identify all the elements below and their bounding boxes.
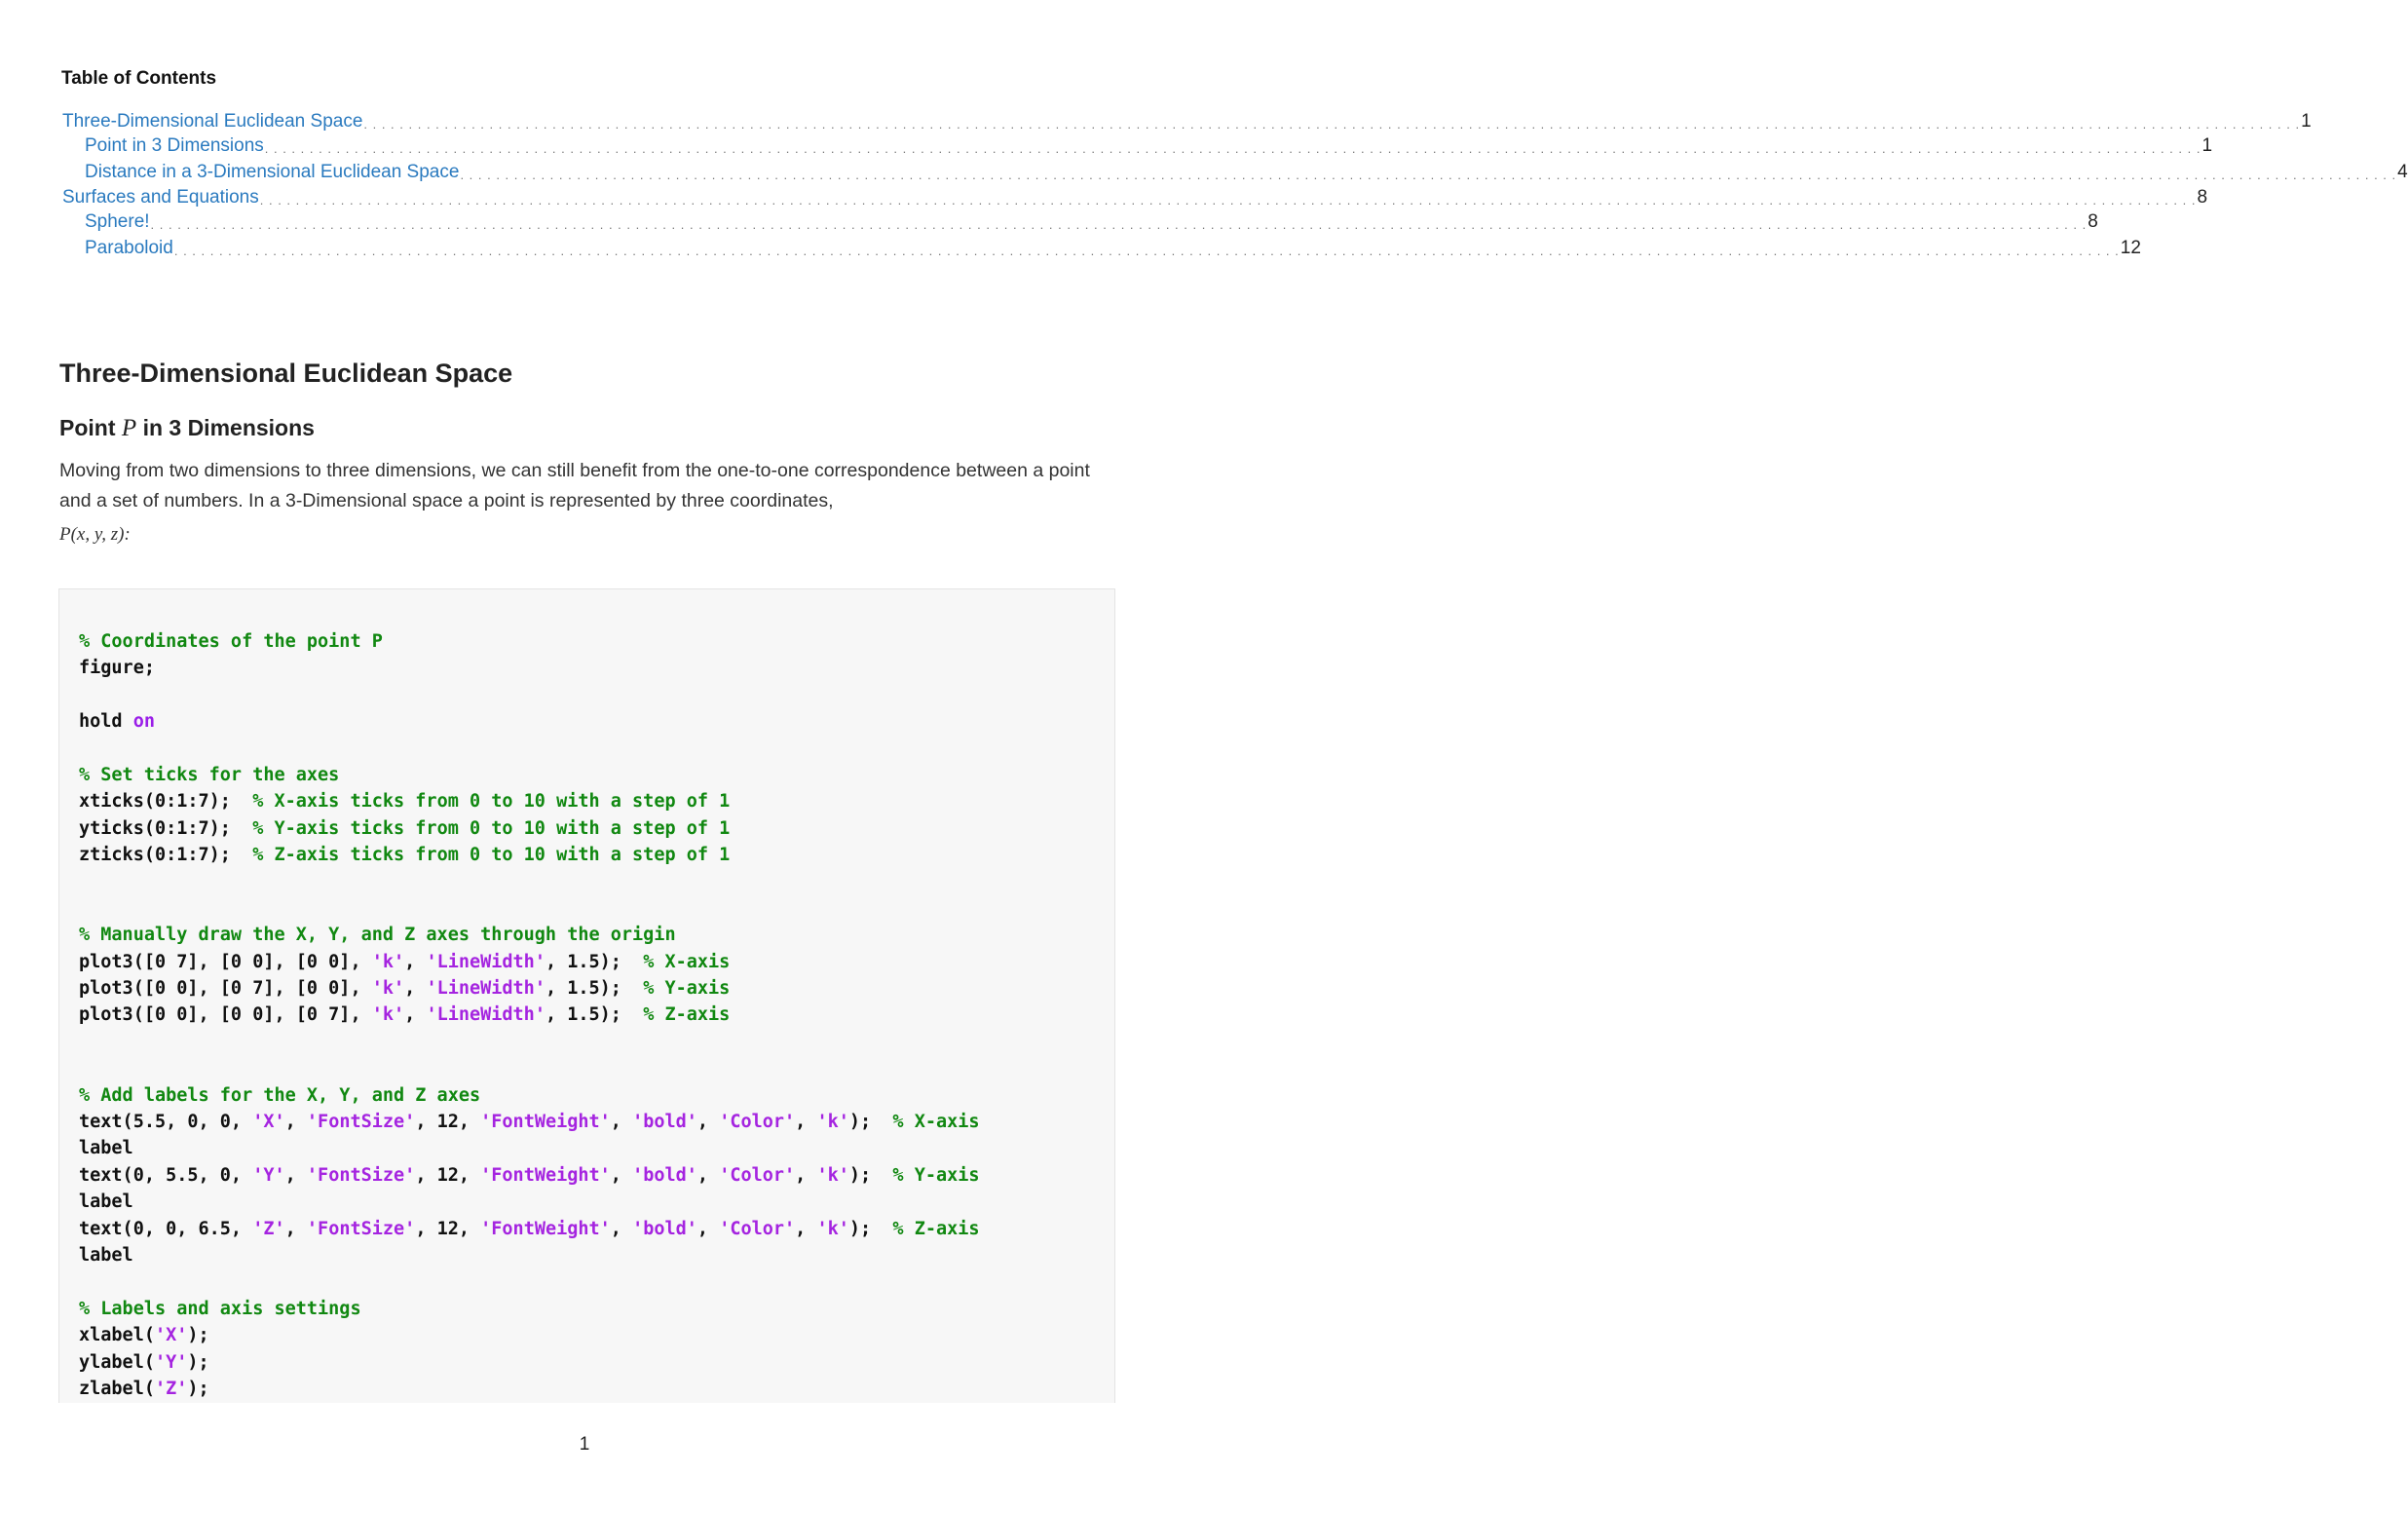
code-token-comment: % Z-axis (643, 1004, 731, 1026)
code-token-plain: , (284, 1218, 307, 1239)
code-token-comment: % Add labels for the X, Y, and Z axes (79, 1084, 481, 1106)
code-line (79, 815, 1102, 842)
code-token-string: 'FontWeight' (480, 1164, 611, 1186)
code-token-string: 'FontSize' (306, 1218, 416, 1239)
code-token-plain: , 12, (415, 1218, 481, 1239)
subsection-heading-suffix: in 3 Dimensions (142, 415, 315, 440)
code-token-plain: ); (848, 1112, 893, 1133)
math-expression: P(x, y, z): (59, 524, 131, 545)
code-token-plain: , (795, 1164, 817, 1186)
code-token-plain: , 12, (415, 1164, 481, 1186)
code-line (79, 1055, 1102, 1081)
code-line (79, 1029, 1102, 1055)
code-token-plain: yticks(0:1:7); (79, 817, 253, 839)
toc-dot-leader: . . . . . . . . . . . . . . . . . . . . . . . . . . . . . . . . . . . . . . . . . . . . . . . . . . . . . . . . . . . . . . . . . . . . . . . . . . . . . . . . . . . . . . . . . . . . . . . . . . . . . . . . . . . . . . . . . . . . . . . . . . . . . . . . . . . . . . . . . . . . . . . . . . . . . . . . . . . . . . . . . . . . . . . . . . . . . . . . . . . . . . . . . . . . . . . . . . . . . . . . . . . . . . . . . . . . . . . . (460, 168, 2397, 182)
code-line (79, 655, 1102, 681)
code-token-comment: % X-axis (643, 951, 731, 972)
toc-entry-link[interactable]: Sphere! (85, 211, 150, 232)
toc-entry[interactable] (85, 160, 2408, 185)
toc-entry[interactable] (62, 109, 2312, 134)
code-token-plain: label (79, 1138, 133, 1159)
code-token-plain: label (79, 1244, 133, 1266)
code-token-string: 'Color' (719, 1164, 796, 1186)
toc-entry[interactable] (85, 209, 2098, 235)
code-token-keyword: on (132, 711, 155, 733)
code-token-plain: ); (848, 1164, 893, 1186)
toc-dot-leader: . . . . . . . . . . . . . . . . . . . . . . . . . . . . . . . . . . . . . . . . . . . . . . . . . . . . . . . . . . . . . . . . . . . . . . . . . . . . . . . . . . . . . . . . . . . . . . . . . . . . . . . . . . . . . . . . . . . . . . . . . . . . . . . . . . . . . . . . . . . . . . . . . . . . . . . . . . . . . . . . . . . . . . . . . . . . . . . . . . . . . . . . . . . . . . . . . . . . . . . . . . . . . . . . . . . . . . . . (264, 141, 2201, 156)
code-token-string: 'Y' (252, 1164, 285, 1186)
code-token-plain: plot3([0 7], [0 0], [0 0], (79, 951, 372, 972)
toc-page-number: 8 (2197, 187, 2208, 208)
code-line (79, 1082, 1102, 1109)
code-token-string: 'Z' (252, 1218, 285, 1239)
code-token-plain: , (696, 1112, 720, 1133)
code-line (79, 1349, 1102, 1376)
code-token-string: 'FontWeight' (480, 1112, 611, 1133)
code-token-plain: , (610, 1112, 633, 1133)
code-lines (79, 628, 1102, 1402)
code-token-comment: % Set ticks for the axes (79, 764, 340, 785)
code-line (79, 1216, 1102, 1242)
code-token-string: 'Color' (719, 1112, 796, 1133)
code-token-plain: , (404, 951, 427, 972)
code-token-string: 'bold' (632, 1112, 697, 1133)
code-line (79, 1322, 1102, 1348)
toc-entry[interactable] (62, 185, 2208, 210)
code-token-string: 'FontSize' (306, 1164, 416, 1186)
toc-page-number: 4 (2397, 162, 2408, 182)
code-token-plain: , (696, 1164, 720, 1186)
toc-page-number: 12 (2120, 238, 2141, 258)
code-line (79, 842, 1102, 868)
code-line (79, 1268, 1102, 1295)
code-token-plain: , (404, 978, 427, 1000)
code-token-plain: plot3([0 0], [0 0], [0 7], (79, 1004, 372, 1026)
toc-entry-link[interactable]: Surfaces and Equations (62, 187, 259, 208)
code-line (79, 975, 1102, 1002)
code-token-plain: xticks(0:1:7); (79, 791, 253, 813)
subsection-heading-prefix: Point (59, 415, 116, 440)
code-token-string: 'LineWidth' (426, 951, 546, 972)
code-token-plain: plot3([0 0], [0 7], [0 0], (79, 978, 372, 1000)
code-token-plain: , 1.5); (545, 978, 644, 1000)
code-token-string: 'k' (816, 1112, 849, 1133)
code-token-comment: % Coordinates of the point P (79, 631, 383, 652)
code-token-plain: text(5.5, 0, 0, (79, 1112, 253, 1133)
code-token-plain: , (795, 1218, 817, 1239)
code-token-comment: % Y-axis ticks from 0 to 10 with a step of 1 (252, 817, 731, 839)
code-line (79, 1376, 1102, 1402)
section-heading: Three-Dimensional Euclidean Space (59, 359, 513, 388)
code-token-plain: figure; (79, 658, 155, 679)
toc-entry-link[interactable]: Point in 3 Dimensions (85, 135, 264, 156)
code-line (79, 1002, 1102, 1028)
code-line (79, 736, 1102, 762)
code-token-string: 'FontWeight' (480, 1218, 611, 1239)
code-token-comment: % X-axis ticks from 0 to 10 with a step of 1 (252, 791, 731, 813)
code-token-plain: label (79, 1191, 133, 1213)
toc-dot-leader: . . . . . . . . . . . . . . . . . . . . . . . . . . . . . . . . . . . . . . . . . . . . . . . . . . . . . . . . . . . . . . . . . . . . . . . . . . . . . . . . . . . . . . . . . . . . . . . . . . . . . . . . . . . . . . . . . . . . . . . . . . . . . . . . . . . . . . . . . . . . . . . . . . . . . . . . . . . . . . . . . . . . . . . . . . . . . . . . . . . . . . . . . . . . . . . . . . . . . . . . . . . . . . . . . . . . . . . . (150, 217, 2088, 232)
code-token-plain: zticks(0:1:7); (79, 845, 253, 866)
code-token-plain: xlabel( (79, 1325, 155, 1346)
code-token-string: 'k' (816, 1164, 849, 1186)
math-variable: P (121, 415, 137, 441)
toc-dot-leader: . . . . . . . . . . . . . . . . . . . . . . . . . . . . . . . . . . . . . . . . . . . . . . . . . . . . . . . . . . . . . . . . . . . . . . . . . . . . . . . . . . . . . . . . . . . . . . . . . . . . . . . . . . . . . . . . . . . . . . . . . . . . . . . . . . . . . . . . . . . . . . . . . . . . . . . . . . . . . . . . . . . . . . . . . . . . . . . . . . . . . . . . . . . . . . . . . . . . . . . . . . . . . . . . . . . . . . . . (259, 193, 2197, 208)
code-token-plain: zlabel( (79, 1378, 155, 1399)
toc-entry-link[interactable]: Three-Dimensional Euclidean Space (62, 111, 363, 132)
code-token-plain: , (696, 1218, 720, 1239)
code-token-comment: % Z-axis ticks from 0 to 10 with a step of 1 (252, 845, 731, 866)
code-token-string: 'X' (154, 1325, 188, 1346)
code-line (79, 628, 1102, 655)
code-token-string: 'bold' (632, 1218, 697, 1239)
code-token-string: 'X' (252, 1112, 285, 1133)
code-token-plain: , 1.5); (545, 951, 644, 972)
code-line (79, 1109, 1102, 1135)
code-token-string: 'k' (816, 1218, 849, 1239)
code-line (79, 762, 1102, 788)
code-token-string: 'LineWidth' (426, 1004, 546, 1026)
code-token-string: 'k' (371, 951, 405, 972)
toc-entry[interactable] (85, 133, 2213, 159)
code-line (79, 1296, 1102, 1322)
toc-dot-leader: . . . . . . . . . . . . . . . . . . . . . . . . . . . . . . . . . . . . . . . . . . . . . . . . . . . . . . . . . . . . . . . . . . . . . . . . . . . . . . . . . . . . . . . . . . . . . . . . . . . . . . . . . . . . . . . . . . . . . . . . . . . . . . . . . . . . . . . . . . . . . . . . . . . . . . . . . . . . . . . . . . . . . . . . . . . . . . . . . . . . . . . . . . . . . . . . . . . . . . . . . . . . . . . . . . . . . . . . . (173, 244, 2120, 258)
code-line (79, 1242, 1102, 1268)
code-token-string: 'FontSize' (306, 1112, 416, 1133)
toc-entry[interactable] (85, 236, 2141, 261)
code-token-comment: % Y-axis (892, 1164, 980, 1186)
code-token-string: 'k' (371, 1004, 405, 1026)
toc-dot-leader: . . . . . . . . . . . . . . . . . . . . . . . . . . . . . . . . . . . . . . . . . . . . . . . . . . . . . . . . . . . . . . . . . . . . . . . . . . . . . . . . . . . . . . . . . . . . . . . . . . . . . . . . . . . . . . . . . . . . . . . . . . . . . . . . . . . . . . . . . . . . . . . . . . . . . . . . . . . . . . . . . . . . . . . . . . . . . . . . . . . . . . . . . . . . . . . . . . . . . . . . . . . . . . . . . . . . . . . . (363, 117, 2301, 132)
code-token-plain: ylabel( (79, 1351, 155, 1373)
page-number: 1 (579, 1434, 590, 1455)
code-token-plain: hold (79, 711, 133, 733)
code-token-string: 'Color' (719, 1218, 796, 1239)
code-token-comment: % Manually draw the X, Y, and Z axes through the origin (79, 925, 676, 946)
code-token-plain: , (610, 1218, 633, 1239)
code-token-comment: % X-axis (892, 1112, 980, 1133)
toc-page-number: 8 (2088, 211, 2098, 232)
code-line (79, 895, 1102, 922)
code-token-plain: , 1.5); (545, 1004, 644, 1026)
code-line (79, 1189, 1102, 1215)
code-token-plain: , 12, (415, 1112, 481, 1133)
code-token-string: 'LineWidth' (426, 978, 546, 1000)
code-token-plain: text(0, 0, 6.5, (79, 1218, 253, 1239)
code-token-comment: % Z-axis (892, 1218, 980, 1239)
code-token-plain: ); (187, 1325, 209, 1346)
toc-entry-link[interactable]: Paraboloid (85, 238, 173, 258)
code-line (79, 788, 1102, 814)
code-line (79, 922, 1102, 948)
code-line (79, 869, 1102, 895)
code-token-string: 'Z' (154, 1378, 188, 1399)
code-block (58, 588, 1115, 1403)
code-line (79, 1162, 1102, 1189)
toc-page-number: 1 (2301, 111, 2312, 132)
body-paragraph: Moving from two dimensions to three dimensions, we can still benefit from the one-to-one correspondence between a point and a set of numbers. In a 3-Dimensional space a point is represented by three coordinates, (59, 460, 1090, 511)
code-line (79, 708, 1102, 735)
code-token-string: 'Y' (154, 1351, 188, 1373)
code-line (79, 682, 1102, 708)
code-token-plain: , (284, 1112, 307, 1133)
code-token-plain: ); (848, 1218, 893, 1239)
toc-title: Table of Contents (61, 68, 217, 89)
code-token-plain: , (610, 1164, 633, 1186)
code-token-comment: % Labels and axis settings (79, 1298, 361, 1319)
subsection-heading (59, 415, 315, 442)
code-token-plain: ); (187, 1351, 209, 1373)
code-token-string: 'bold' (632, 1164, 697, 1186)
code-token-plain: text(0, 5.5, 0, (79, 1164, 253, 1186)
code-token-plain: , (404, 1004, 427, 1026)
code-token-plain: , (795, 1112, 817, 1133)
toc-entry-link[interactable]: Distance in a 3-Dimensional Euclidean Space (85, 162, 460, 182)
code-line (79, 949, 1102, 975)
code-token-comment: % Y-axis (643, 978, 731, 1000)
code-token-plain: , (284, 1164, 307, 1186)
toc-page-number: 1 (2201, 135, 2213, 156)
code-token-plain: ); (187, 1378, 209, 1399)
code-token-string: 'k' (371, 978, 405, 1000)
code-line (79, 1135, 1102, 1161)
